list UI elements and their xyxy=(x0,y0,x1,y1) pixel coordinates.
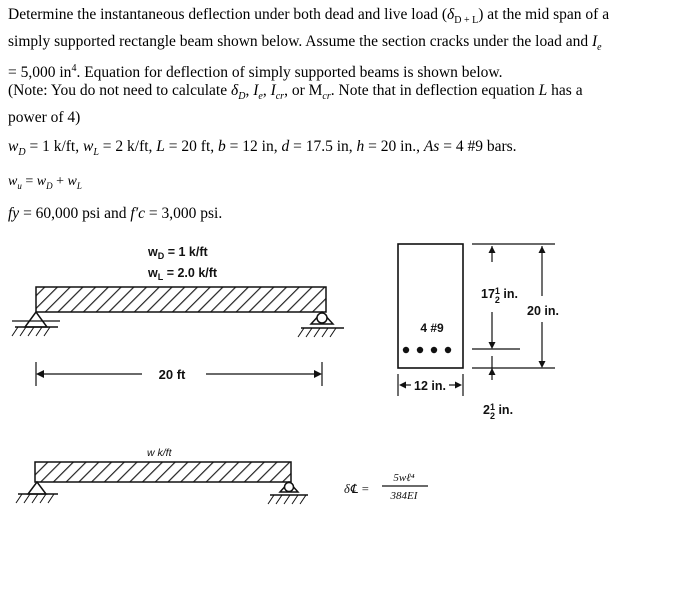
rebar xyxy=(445,347,451,353)
span-dimension xyxy=(36,362,322,386)
pin-support-left xyxy=(12,312,60,336)
problem-line-2: simply supported rectangle beam shown below. Assume the section cracks under the load and $I_e$ xyxy=(8,33,602,54)
section-width-label: 12 in. xyxy=(414,379,446,393)
loaded-beam-diagram xyxy=(12,245,344,386)
note-line-1: (Note: You do not need to calculate $\delta_D$, $I_e$, $I_{cr}$, or $M_{cr}$. Note that in deflection equation L has a xyxy=(8,82,583,103)
beam-member xyxy=(36,287,326,312)
given-values: $w_D = 1$ k/ft, $w_L = 2$ k/ft, L = 20 ft, b = 12 in, d = 17.5 in, h = 20 in., As = 4 #9 bars. xyxy=(8,138,517,159)
material-properties: fy = 60,000 psi and f′c = 3,000 psi. xyxy=(8,205,223,222)
roller-support-right xyxy=(298,312,344,337)
note-line-2: power of 4) xyxy=(8,109,81,127)
problem-line-3: = 5,000 $in^4$. Equation for deflection of simply supported beams is shown below. xyxy=(8,63,503,82)
beam-member xyxy=(35,462,291,482)
rebar xyxy=(431,347,437,353)
deflection-formula xyxy=(344,472,428,502)
effective-depth-label: $17^1$ 2 in. xyxy=(481,286,518,305)
span-label: 20 ft xyxy=(158,367,186,382)
live-load-label: $w_L = 2.0$ k/ft xyxy=(148,266,218,282)
beam-cross-section xyxy=(398,244,559,421)
dead-load-label: $w_D = 1$ k/ft xyxy=(148,245,208,261)
roller-support-right xyxy=(268,482,308,504)
deflection-beam-diagram xyxy=(16,447,308,504)
cover-label: $2^1$ 2 in. xyxy=(483,402,514,421)
rebar xyxy=(403,347,409,353)
formula-numerator: 5wℓ⁴ xyxy=(393,472,415,484)
formula-denominator: 384EI xyxy=(390,490,418,502)
formula-lhs: δ℄ = xyxy=(344,482,370,496)
bars-label: 4 #9 xyxy=(420,321,444,335)
problem-line-1: Determine the instantaneous deflection under both dead and live load $(\delta_{D + L})$ at the mid span of a xyxy=(8,6,610,27)
total-height-label: 20 in. xyxy=(527,304,559,318)
pin-support-left xyxy=(16,482,58,503)
rebar xyxy=(417,347,423,353)
uniform-load-label: w k/ft xyxy=(147,447,172,459)
load-combination: $w_u = w_D + w_L$ xyxy=(8,174,82,191)
